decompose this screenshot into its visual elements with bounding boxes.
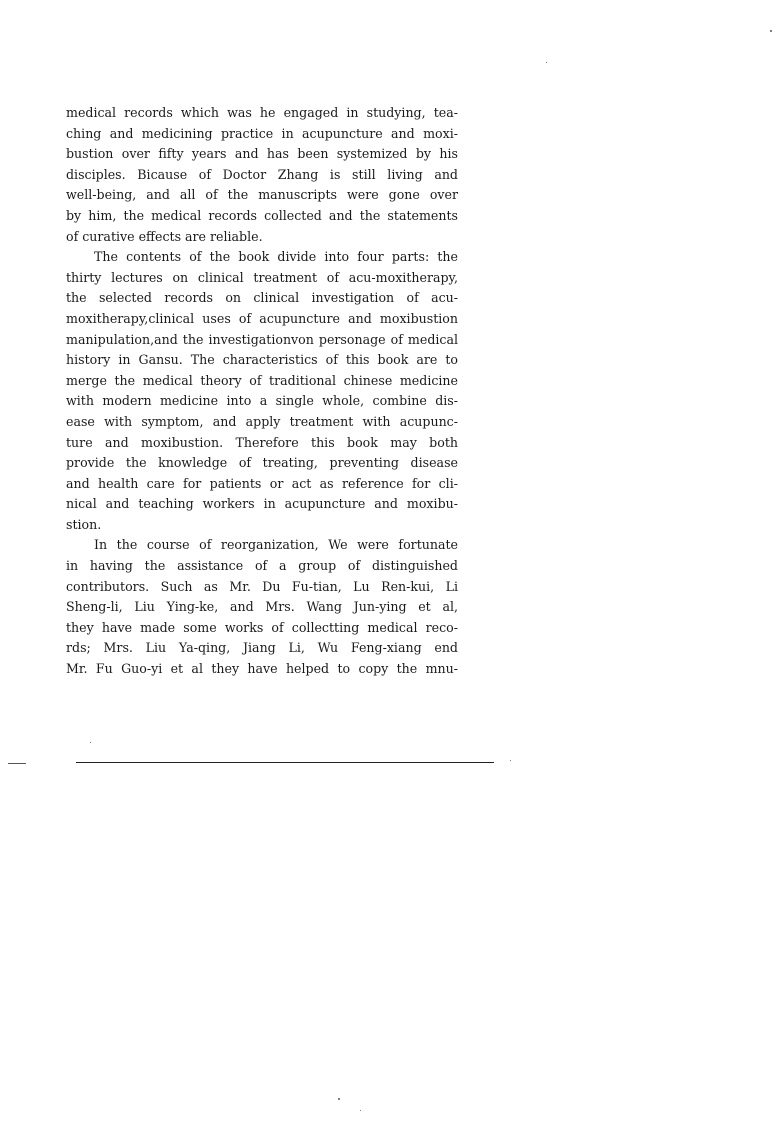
text-line: Sheng-li, Liu Ying-ke, and Mrs. Wang Jun-ying et al, <box>66 599 458 615</box>
text-line: history in Gansu. The characteristics of this book are to <box>66 352 458 368</box>
scan-speck <box>360 1110 361 1111</box>
text-line: nical and teaching workers in acupuncture and moxibu- <box>66 496 458 512</box>
scan-speck <box>90 742 91 743</box>
text-line: Mr. Fu Guo-yi et al they have helped to copy the mnu- <box>66 661 458 677</box>
text-line: medical records which was he engaged in studying, tea- <box>66 105 458 120</box>
text-line: and health care for patients or act as reference for cli- <box>66 475 458 491</box>
text-line: ching and medicining practice in acupuncture and moxi- <box>66 125 458 141</box>
text-line: contributors. Such as Mr. Du Fu-tian, Lu Ren-kui, Li <box>66 578 458 594</box>
text-line: of curative effects are reliable. <box>66 228 263 244</box>
footnote-divider <box>76 762 494 763</box>
paragraph-2 <box>66 247 458 535</box>
scan-speck <box>510 760 511 761</box>
paragraph-1 <box>66 103 458 247</box>
text-line: merge the medical theory of traditional chinese medicine <box>66 372 458 388</box>
text-line: stion. <box>66 516 102 532</box>
text-line: the selected records on clinical investigation of acu- <box>66 290 458 306</box>
scan-speck <box>770 30 772 32</box>
text-line: manipulation,and the investigationvon personage of medical <box>66 331 458 347</box>
body-text <box>66 103 458 680</box>
text-line: thirty lectures on clinical treatment of acu-moxitherapy, <box>66 269 458 285</box>
text-line: disciples. Bicause of Doctor Zhang is still living and <box>66 166 458 182</box>
text-line: in having the assistance of a group of distinguished <box>66 558 458 574</box>
scan-speck <box>546 62 547 63</box>
text-line: bustion over fifty years and has been systemized by his <box>66 146 458 162</box>
text-line: moxitherapy,clinical uses of acupuncture and moxibustion <box>66 310 458 326</box>
text-line: well-being, and all of the manuscripts were gone over <box>66 187 458 203</box>
text-line: they have made some works of collectting medical reco- <box>66 619 458 635</box>
text-line: The contents of the book divide into four parts: the <box>94 249 458 265</box>
text-line: rds; Mrs. Liu Ya-qing, Jiang Li, Wu Feng-xiang end <box>66 640 458 656</box>
text-line: In the course of reorganization, We were fortunate <box>94 537 458 553</box>
scan-speck <box>338 1098 340 1100</box>
text-line: ture and moxibustion. Therefore this book may both <box>66 434 458 450</box>
text-line: provide the knowledge of treating, preventing disease <box>66 455 458 471</box>
margin-mark <box>8 763 26 764</box>
text-line: ease with symptom, and apply treatment with acupunc- <box>66 413 458 429</box>
paragraph-3 <box>66 535 458 679</box>
text-line: by him, the medical records collected and the statements <box>66 207 458 223</box>
text-line: with modern medicine into a single whole, combine dis- <box>66 393 458 409</box>
